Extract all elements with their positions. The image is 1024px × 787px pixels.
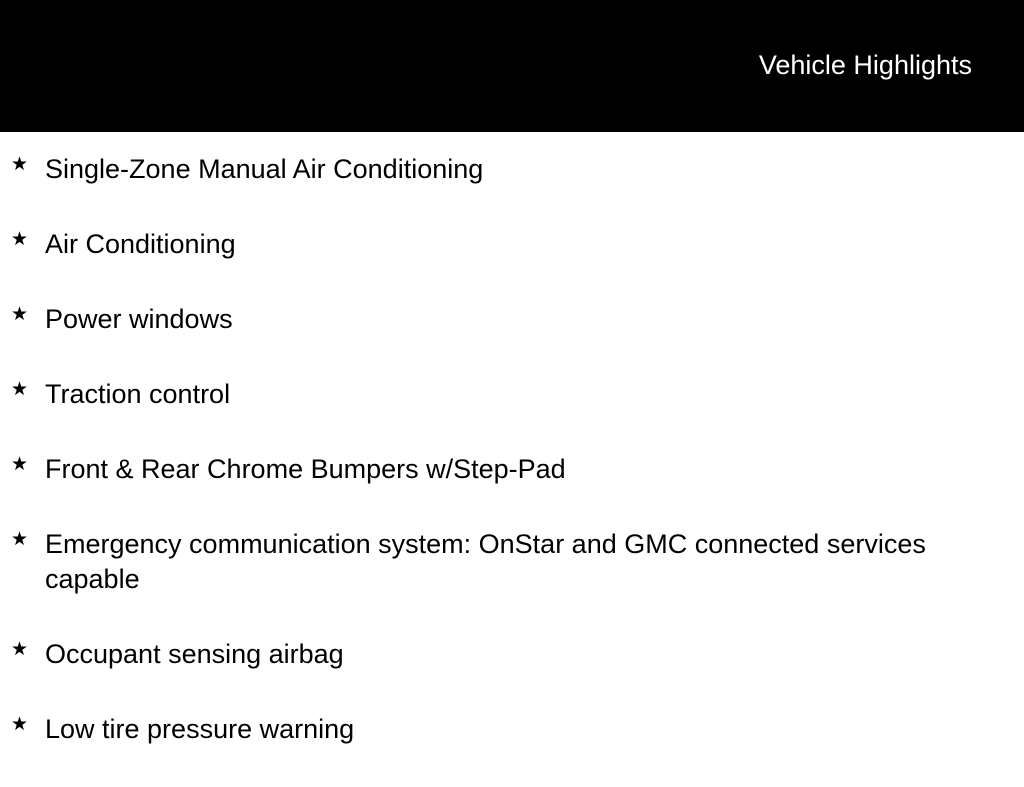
highlight-text: Single-Zone Manual Air Conditioning (45, 154, 484, 184)
star-icon: ★ (11, 304, 29, 325)
highlight-text: Power windows (45, 304, 233, 334)
list-item (0, 377, 1024, 412)
star-icon: ★ (11, 154, 29, 175)
star-icon: ★ (11, 379, 29, 400)
star-icon: ★ (11, 714, 29, 735)
list-item (0, 152, 1024, 187)
list-item (0, 227, 1024, 262)
page-title: Vehicle Highlights (758, 50, 972, 80)
highlight-text: Low tire pressure warning (45, 714, 355, 744)
highlight-text: Air Conditioning (45, 229, 236, 259)
highlight-text: Traction control (45, 379, 231, 409)
list-item (0, 712, 1024, 747)
list-item (0, 527, 1024, 597)
header-banner (0, 0, 1024, 132)
list-item (0, 302, 1024, 337)
star-icon: ★ (11, 229, 29, 250)
star-icon: ★ (11, 454, 29, 475)
star-icon: ★ (11, 639, 29, 660)
highlights-list (0, 152, 1024, 787)
list-item (0, 452, 1024, 487)
highlight-text: Front & Rear Chrome Bumpers w/Step-Pad (45, 454, 566, 484)
highlight-text: Occupant sensing airbag (45, 639, 344, 669)
star-icon: ★ (11, 529, 29, 550)
list-item (0, 637, 1024, 672)
highlight-text: Emergency communication system: OnStar and GMC connected services capable (45, 529, 926, 594)
